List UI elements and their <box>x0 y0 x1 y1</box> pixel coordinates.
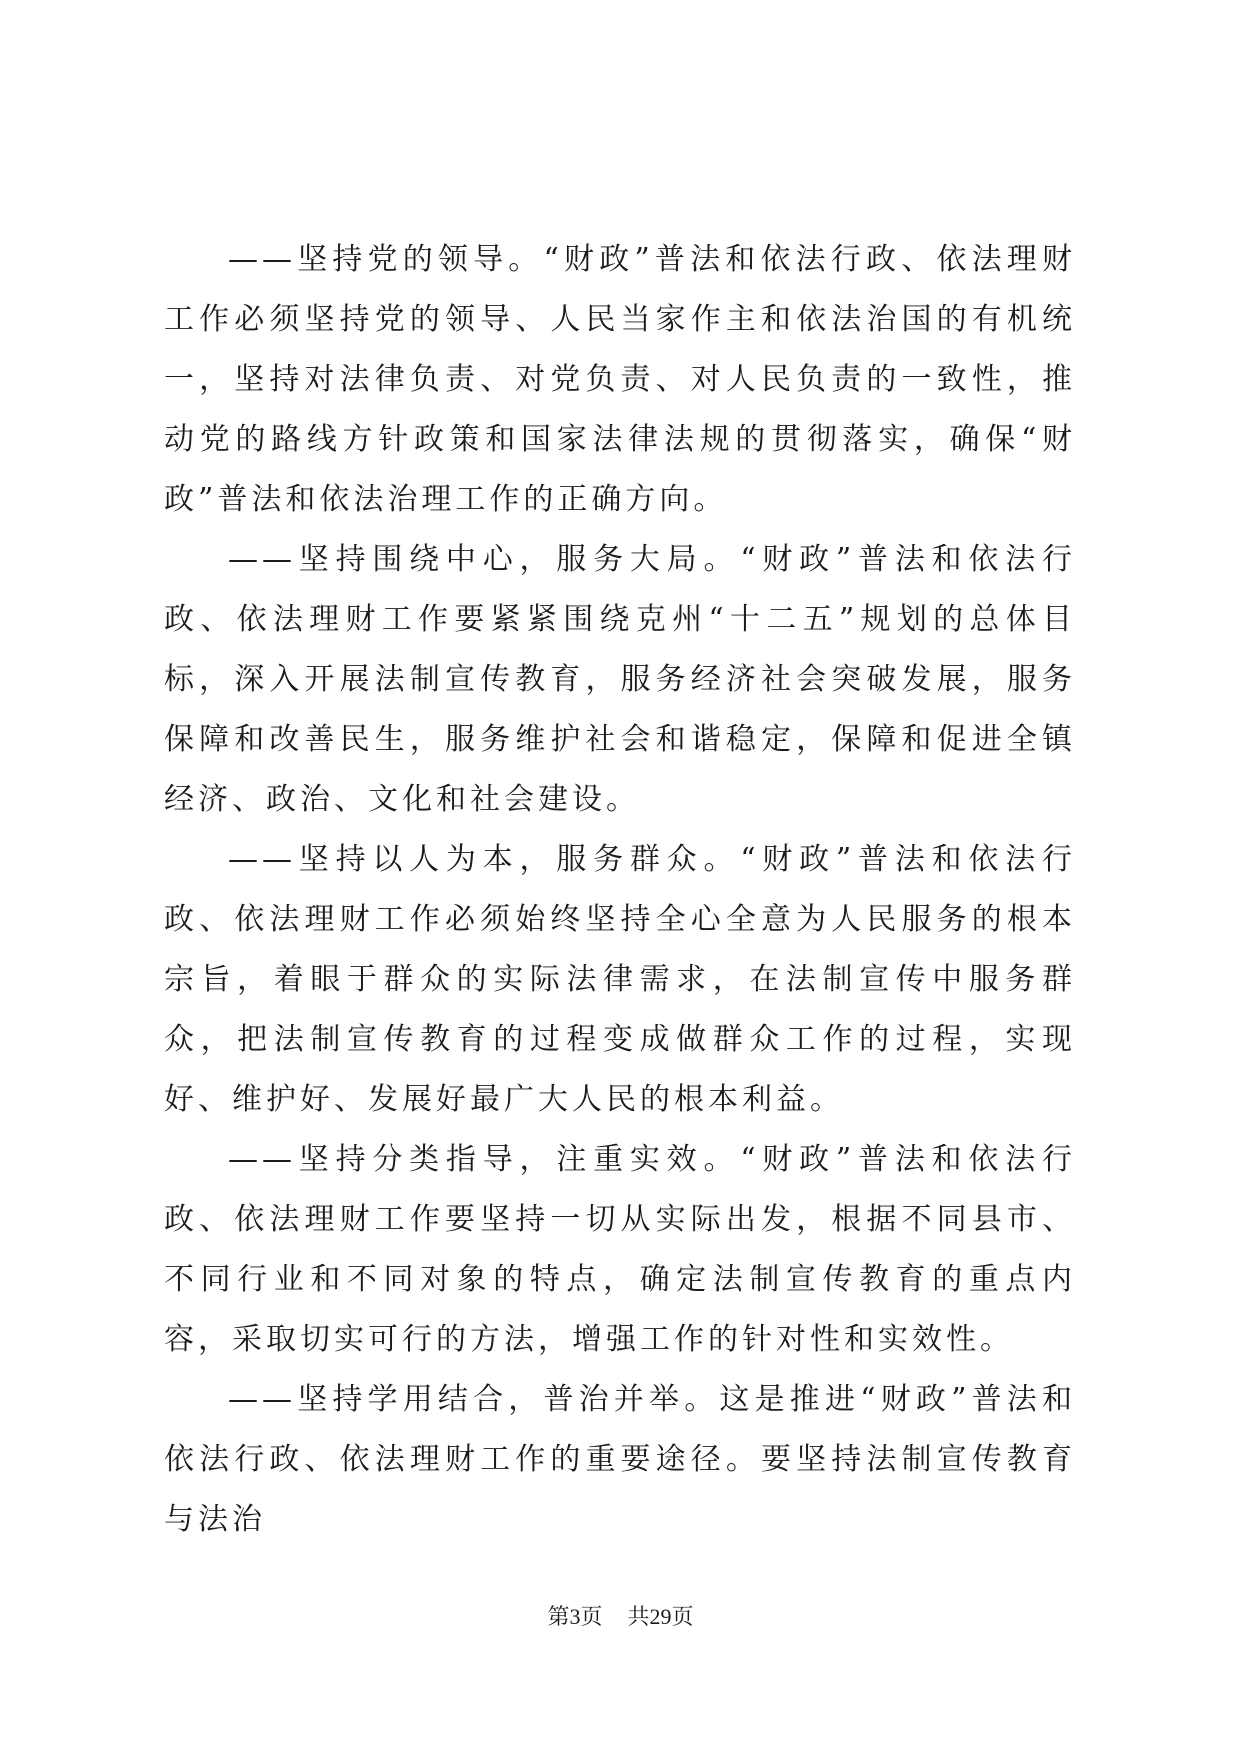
paragraph-5: ——坚持学用结合，普治并举。这是推进“财政”普法和依法行政、依法理财工作的重要途径。要坚持法制宣传教育与法治 <box>164 1382 1076 1537</box>
page-footer <box>0 1602 1241 1632</box>
document-body <box>164 230 1076 1550</box>
page-number: 第3页 <box>547 1604 603 1629</box>
paragraph-4: ——坚持分类指导，注重实效。“财政”普法和依法行政、依法理财工作要坚持一切从实际出发，根据不同县市、不同行业和不同对象的特点，确定法制宣传教育的重点内容，采取切实可行的方法，增强工作的针对性和实效性。 <box>164 1142 1076 1357</box>
paragraph-1: ——坚持党的领导。“财政”普法和依法行政、依法理财工作必须坚持党的领导、人民当家作主和依法治国的有机统一，坚持对法律负责、对党负责、对人民负责的一致性，推动党的路线方针政策和国家法律法规的贯彻落实，确保“财政”普法和依法治理工作的正确方向。 <box>164 242 1076 517</box>
page-total: 共29页 <box>627 1604 694 1629</box>
paragraph-2: ——坚持围绕中心，服务大局。“财政”普法和依法行政、依法理财工作要紧紧围绕克州“十二五”规划的总体目标，深入开展法制宣传教育，服务经济社会突破发展，服务保障和改善民生，服务维护社会和谐稳定，保障和促进全镇经济、政治、文化和社会建设。 <box>164 542 1076 817</box>
paragraph-3: ——坚持以人为本，服务群众。“财政”普法和依法行政、依法理财工作必须始终坚持全心全意为人民服务的根本宗旨，着眼于群众的实际法律需求，在法制宣传中服务群众，把法制宣传教育的过程变成做群众工作的过程，实现好、维护好、发展好最广大人民的根本利益。 <box>164 842 1076 1117</box>
